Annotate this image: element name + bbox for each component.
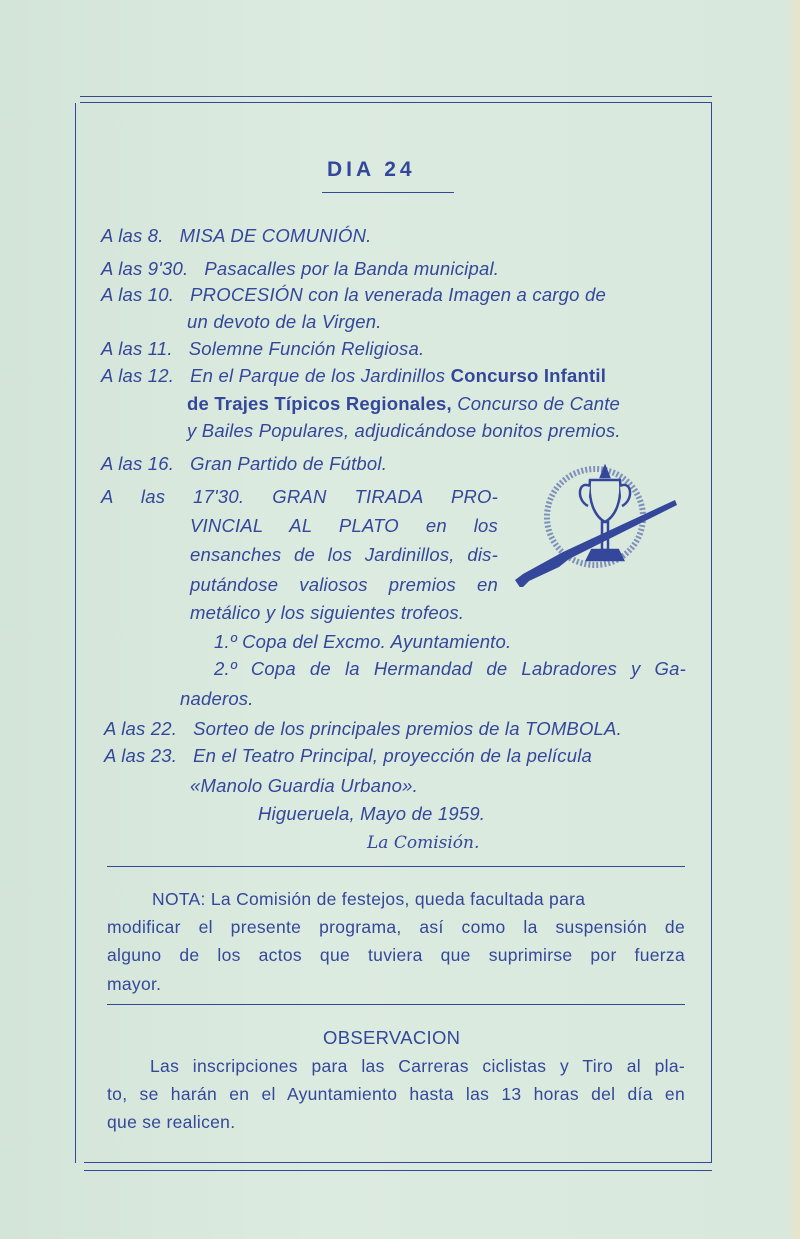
event-1730: A las 17'30. GRAN TIRADA PRO- [101, 486, 498, 507]
observacion-line-2: to, se harán en el Ayuntamiento hasta las 13 horas del día en [107, 1084, 685, 1104]
page-edge [786, 0, 800, 1239]
event-1730-line4: putándose valiosos premios en [190, 574, 498, 595]
title-underline [322, 192, 454, 193]
event-1730-line2: VINCIAL AL PLATO en los [190, 515, 498, 536]
border-left [75, 103, 76, 1163]
trophy-2: 2.º Copa de la Hermandad de Labradores y Ga- [214, 658, 686, 679]
event-930: A las 9'30. Pasacalles por la Banda municipal. [101, 258, 500, 279]
event-10-cont: un devoto de la Virgen. [187, 311, 382, 332]
event-1730-line3: ensanches de los Jardinillos, dis- [190, 544, 498, 565]
observacion-title: OBSERVACION [323, 1027, 461, 1048]
event-23: A las 23. En el Teatro Principal, proyección de la película [104, 745, 593, 766]
border-bottom-inner [84, 1162, 712, 1163]
border-top-outer [80, 96, 712, 97]
event-12-line2: de Trajes Típicos Regionales, Concurso de Cante [187, 393, 621, 414]
border-top-inner [80, 102, 712, 103]
separator-2 [107, 1004, 685, 1005]
observacion-line-3: que se realicen. [107, 1112, 236, 1132]
event-10: A las 10. PROCESIÓN con la venerada Imagen a cargo de [101, 284, 606, 305]
place-date: Higueruela, Mayo de 1959. [258, 803, 486, 824]
border-bottom-outer [84, 1170, 712, 1171]
nota-line-1: NOTA: La Comisión de festejos, queda facultada para [152, 889, 586, 909]
page-title: DIA 24 [327, 158, 416, 181]
event-12: A las 12. En el Parque de los Jardinillos Concurso Infantil [101, 365, 607, 386]
trophy-1: 1.º Copa del Excmo. Ayuntamiento. [214, 631, 512, 652]
event-23-cont: «Manolo Guardia Urbano». [190, 775, 418, 796]
nota-line-4: mayor. [107, 974, 162, 994]
separator-1 [107, 866, 685, 867]
event-1730-line5: metálico y los siguientes trofeos. [190, 602, 465, 623]
event-22: A las 22. Sorteo de los principales premios de la TOMBOLA. [104, 718, 622, 739]
event-12-cont: y Bailes Populares, adjudicándose bonitos premios. [187, 420, 621, 441]
nota-line-3: alguno de los actos que tuviera que suprimirse por fuerza [107, 945, 685, 965]
signature: La Comisión. [367, 833, 480, 853]
border-right [711, 103, 712, 1163]
nota-line-2: modificar el presente programa, así como la suspensión de [107, 917, 685, 937]
trophy-rifle-illustration [510, 462, 680, 587]
observacion-line-1: Las inscripciones para las Carreras ciclistas y Tiro al pla- [150, 1056, 685, 1076]
trophy-2-cont: naderos. [180, 688, 254, 709]
event-11: A las 11. Solemne Función Religiosa. [101, 338, 425, 359]
event-16: A las 16. Gran Partido de Fútbol. [101, 453, 388, 474]
event-8: A las 8. MISA DE COMUNIÓN. [101, 225, 372, 246]
